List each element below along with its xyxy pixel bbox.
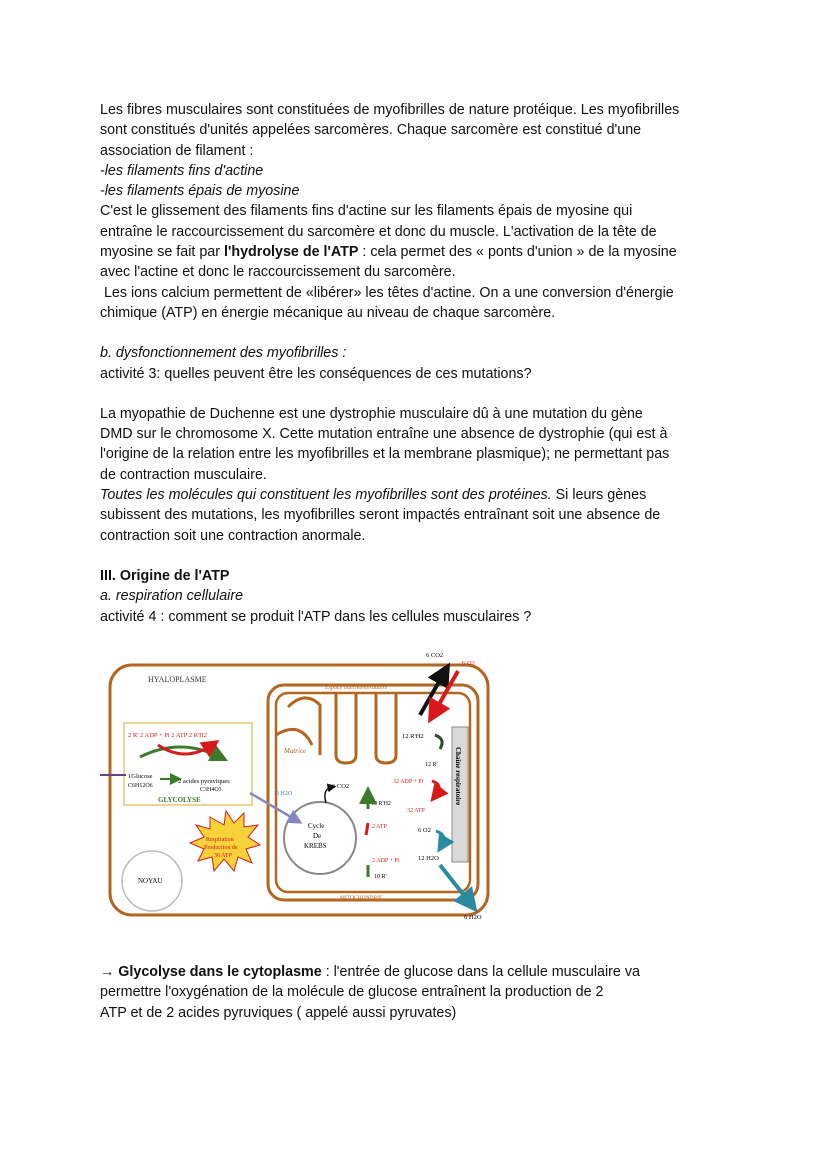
- r12-label: 12 R': [425, 762, 438, 768]
- list-item: -les filaments fins d'actine: [100, 162, 264, 179]
- text-line: La myopathie de Duchenne est une dystrophie musculaire dû à une mutation du gène: [100, 405, 643, 422]
- text-span: Si leurs gènes: [551, 487, 647, 504]
- cell-membrane: [110, 665, 488, 915]
- text-line: DMD sur le chromosome X. Cette mutation entraîne une absence de dystrophie (qui est à: [100, 426, 668, 443]
- text-span: myosine se fait par: [100, 244, 224, 261]
- bold-text: Glycolyse dans le cytoplasme: [118, 964, 322, 980]
- document-body: [100, 100, 740, 627]
- resp-label-1: Respiration: [206, 837, 234, 843]
- text-span: : l'entrée de glucose dans la cellule musculaire va: [321, 964, 640, 980]
- arrow-glyph: →: [100, 964, 119, 980]
- glycolyse-label: GLYCOLYSE: [158, 796, 201, 804]
- spacer: [100, 384, 740, 404]
- noyau-label: NOYAU: [138, 877, 163, 885]
- text-line: avec l'actine et donc le raccourcissement du sarcomère.: [100, 264, 456, 281]
- text-line: subissent des mutations, les myofibrilles seront impactés entraînant soit une absence de: [100, 507, 661, 524]
- espace-label: Espace intermembranaire: [325, 685, 388, 691]
- krebs-label-1: Cycle: [308, 822, 325, 830]
- text-line: contraction soit une contraction anormale.: [100, 527, 366, 544]
- r12h2-label: 12 R'H2: [402, 733, 424, 740]
- text-line: permettre l'oxygénation de la molécule de glucose entraînent la production de 2: [100, 984, 604, 1001]
- text-line: chimique (ATP) en énergie mécanique au niveau de chaque sarcomère.: [100, 304, 556, 321]
- h2o12-label: 12 H2O: [418, 855, 439, 862]
- rh10-label: 10 R'H2: [371, 801, 391, 807]
- mitochondrie-label: MITOCHONDRIE: [340, 895, 383, 901]
- h2o-out-label: 6 H2O: [464, 914, 482, 921]
- spacer: [100, 323, 740, 343]
- text-line: l'origine de la relation entre les myofibrilles et la membrane plasmique); ne permettant pas: [100, 446, 670, 463]
- pyruvic-formula: C3H4O3: [200, 787, 222, 793]
- o2-label: 6 O2: [418, 827, 431, 834]
- h2o-out-arrow: [440, 865, 470, 903]
- activity-question: activité 4 : comment se produit l'ATP dans les cellules musculaires ?: [100, 608, 532, 625]
- matrice-label: Matrice: [284, 747, 307, 755]
- text-line: [100, 485, 740, 505]
- italic-text: Toutes les molécules qui constituent les myofibrilles sont des protéines.: [100, 487, 552, 504]
- text-line: ATP et de 2 acides pyruviques ( appelé aussi pyruvates): [100, 1004, 457, 1021]
- text-span: : cela permet des « ponts d'union » de la myosine: [358, 244, 677, 261]
- atp2-label: 2 ATP: [372, 824, 387, 830]
- text-line: Les fibres musculaires sont constituées de myofibrilles de nature protéique. Les myofibrilles: [100, 102, 680, 118]
- text-line: entraîne le raccourcissement du sarcomère et donc du muscle. L'activation de la tête de: [100, 223, 657, 240]
- section-title: III. Origine de l'ATP: [100, 567, 230, 584]
- text-line: de contraction musculaire.: [100, 466, 267, 483]
- pyruvate-arrow: [250, 793, 296, 820]
- co2-out-label: 6 CO2: [426, 652, 444, 659]
- subsection-title: b. dysfonctionnement des myofibrilles :: [100, 345, 347, 362]
- krebs-label-2: De: [313, 832, 322, 840]
- resp-label-2: Production de: [204, 845, 238, 851]
- cristae-left: [276, 729, 312, 745]
- glucose-formula: C6H12O6: [128, 783, 153, 789]
- activity-question: activité 3: quelles peuvent être les conséquences de ces mutations?: [100, 365, 532, 382]
- teal-arrow-1: [436, 831, 444, 845]
- cellular-respiration-diagram: [100, 645, 500, 930]
- glyco-top-label: 2 R' 2 ADP + Pi 2 ATP 2 R'H2: [128, 732, 208, 739]
- glucose-label: 1Glucose: [128, 773, 153, 780]
- text-line: Les ions calcium permettent de «libérer» les têtes d'actine. On a une conversion d'énergie: [100, 284, 674, 301]
- text-line: sont constitués d'unités appelées sarcomères. Chaque sarcomère est constitué d'une: [100, 122, 642, 139]
- co2-arrow: [325, 787, 332, 803]
- red-arrow-1: [432, 781, 439, 795]
- bold-text: l'hydrolyse de l'ATP: [223, 244, 359, 261]
- atp32-label: 32 ATP: [407, 808, 425, 814]
- co2-in-label: 6 CO2: [332, 783, 350, 790]
- text-line: C'est le glissement des filaments fins d'actine sur les filaments épais de myosine qui: [100, 203, 633, 220]
- red-arrow-2: [366, 823, 368, 835]
- spacer: [100, 546, 740, 566]
- text-line: association de filament :: [100, 142, 254, 159]
- resp-label-3: 36 ATP: [214, 853, 232, 859]
- glycolysis-paragraph: [100, 962, 740, 1023]
- list-item: -les filaments épais de myosine: [100, 183, 300, 200]
- h2o-left-label: 6 H2O: [276, 791, 293, 797]
- o2-in-label: 6 O2: [462, 660, 475, 667]
- pyruvic-label: 2 acides pyruviques: [178, 778, 230, 785]
- adp2-label: 2 ADP + Pi: [372, 858, 400, 864]
- subsection-title: a. respiration cellulaire: [100, 588, 244, 605]
- text-line: [100, 242, 740, 262]
- krebs-label-3: KREBS: [304, 842, 327, 850]
- hyaloplasme-label: HYALOPLASME: [148, 675, 207, 684]
- r10-label: 10 R': [374, 874, 387, 880]
- green-arrow-1: [435, 735, 442, 749]
- adp32-label: 32 ADP + Pi: [393, 779, 424, 785]
- text-line: [100, 962, 740, 982]
- chaine-label: Chaîne respiratoire: [454, 747, 462, 806]
